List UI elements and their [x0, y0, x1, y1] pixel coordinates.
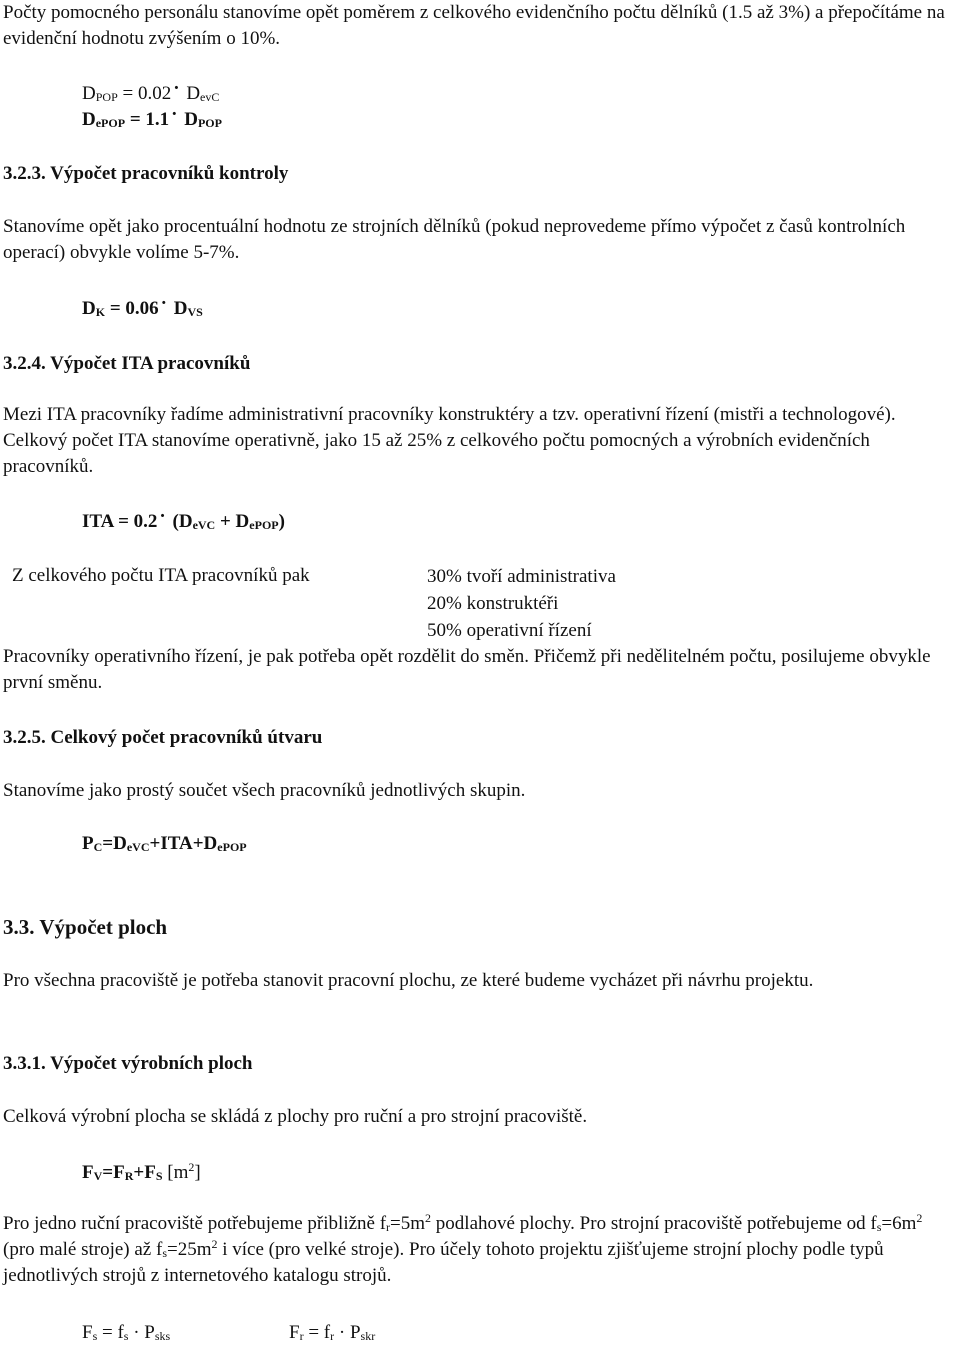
- formula-fv: FV=FR+FS $[m^2]$: [82, 1160, 201, 1183]
- heading-3-2-5: 3.2.5. Celkový počet pracovníků útvaru: [3, 727, 323, 748]
- paragraph-ita: Mezi ITA pracovníky řadíme administrativní pracovníky konstruktéry a tzv. operativní řízení (mistři a technologové). Celkový počet ITA stanovíme operativně, jako 15 až 25% z celkového počtu pomocných a výrobních evidenčních pracovníků.: [3, 404, 896, 478]
- ita-split-list: [427, 563, 616, 644]
- formula-ita: ITA = 0.2 · (DeVC + DePOP): [82, 506, 285, 532]
- ita-split-lead: Z celkového počtu ITA pracovníků pak: [12, 565, 310, 586]
- formula-d-epop: DePOP = 1.1 · DPOP: [82, 104, 222, 130]
- heading-3-2-4: 3.2.4. Výpočet ITA pracovníků: [3, 353, 251, 374]
- formula-fr: Fr = fr · Pskr: [289, 1322, 376, 1343]
- formula-pc: PC=DeVC+ITA+DePOP: [82, 833, 247, 854]
- heading-3-2-3: 3.2.3. Výpočet pracovníků kontroly: [3, 163, 289, 184]
- heading-3-3: 3.3. Výpočet ploch: [3, 915, 168, 939]
- heading-3-3-1: 3.3.1. Výpočet výrobních ploch: [3, 1053, 253, 1074]
- paragraph-areas: Pro všechna pracoviště je potřeba stanovit pracovní plochu, ze které budeme vycházet při návrhu projektu.: [3, 970, 814, 991]
- paragraph-shifts: Pracovníky operativního řízení, je pak potřeba opět rozdělit do směn. Přičemž při nedělitelném počtu, posilujeme obvykle první směnu.: [3, 646, 931, 694]
- paragraph-sum: Stanovíme jako prostý součet všech pracovníků jednotlivých skupin.: [3, 780, 526, 801]
- ita-split-item: 20% konstruktéři: [427, 593, 559, 614]
- formula-dk: DK = 0.06 · DVS: [82, 293, 203, 319]
- ita-split-item: 30% tvoří administrativa: [427, 566, 616, 587]
- paragraph-workstation-areas: Pro jedno ruční pracoviště potřebujeme přibližně $fr=5m^2$ podlahové plochy. Pro strojní pracoviště potřebujeme od $fs=6m^2$ (pro malé stroje) až $fs=25m^2$ i více (pro velké stroje). Pro účely tohoto projektu zjišťujeme strojní plochy podle typů jednotlivých strojů z internetového katalogu strojů.: [3, 1211, 923, 1287]
- paragraph-production-area: Celková výrobní plocha se skládá z plochy pro ruční a pro strojní pracoviště.: [3, 1106, 588, 1127]
- formula-d-pop: DPOP = 0.02 · DevC: [82, 78, 220, 104]
- formula-fs: Fs = fs · Psks: [82, 1322, 171, 1343]
- paragraph-personnel: Počty pomocného personálu stanovíme opět poměrem z celkového evidenčního počtu dělníků (1.5 až 3%) a přepočítáme na evidenční hodnotu zvýšením o 10%.: [3, 2, 945, 50]
- ita-split-item: 50% operativní řízení: [427, 620, 592, 641]
- paragraph-control: Stanovíme opět jako procentuální hodnotu ze strojních dělníků (pokud neprovedeme přímo výpočet z časů kontrolních operací) obvykle volíme 5-7%.: [3, 216, 906, 264]
